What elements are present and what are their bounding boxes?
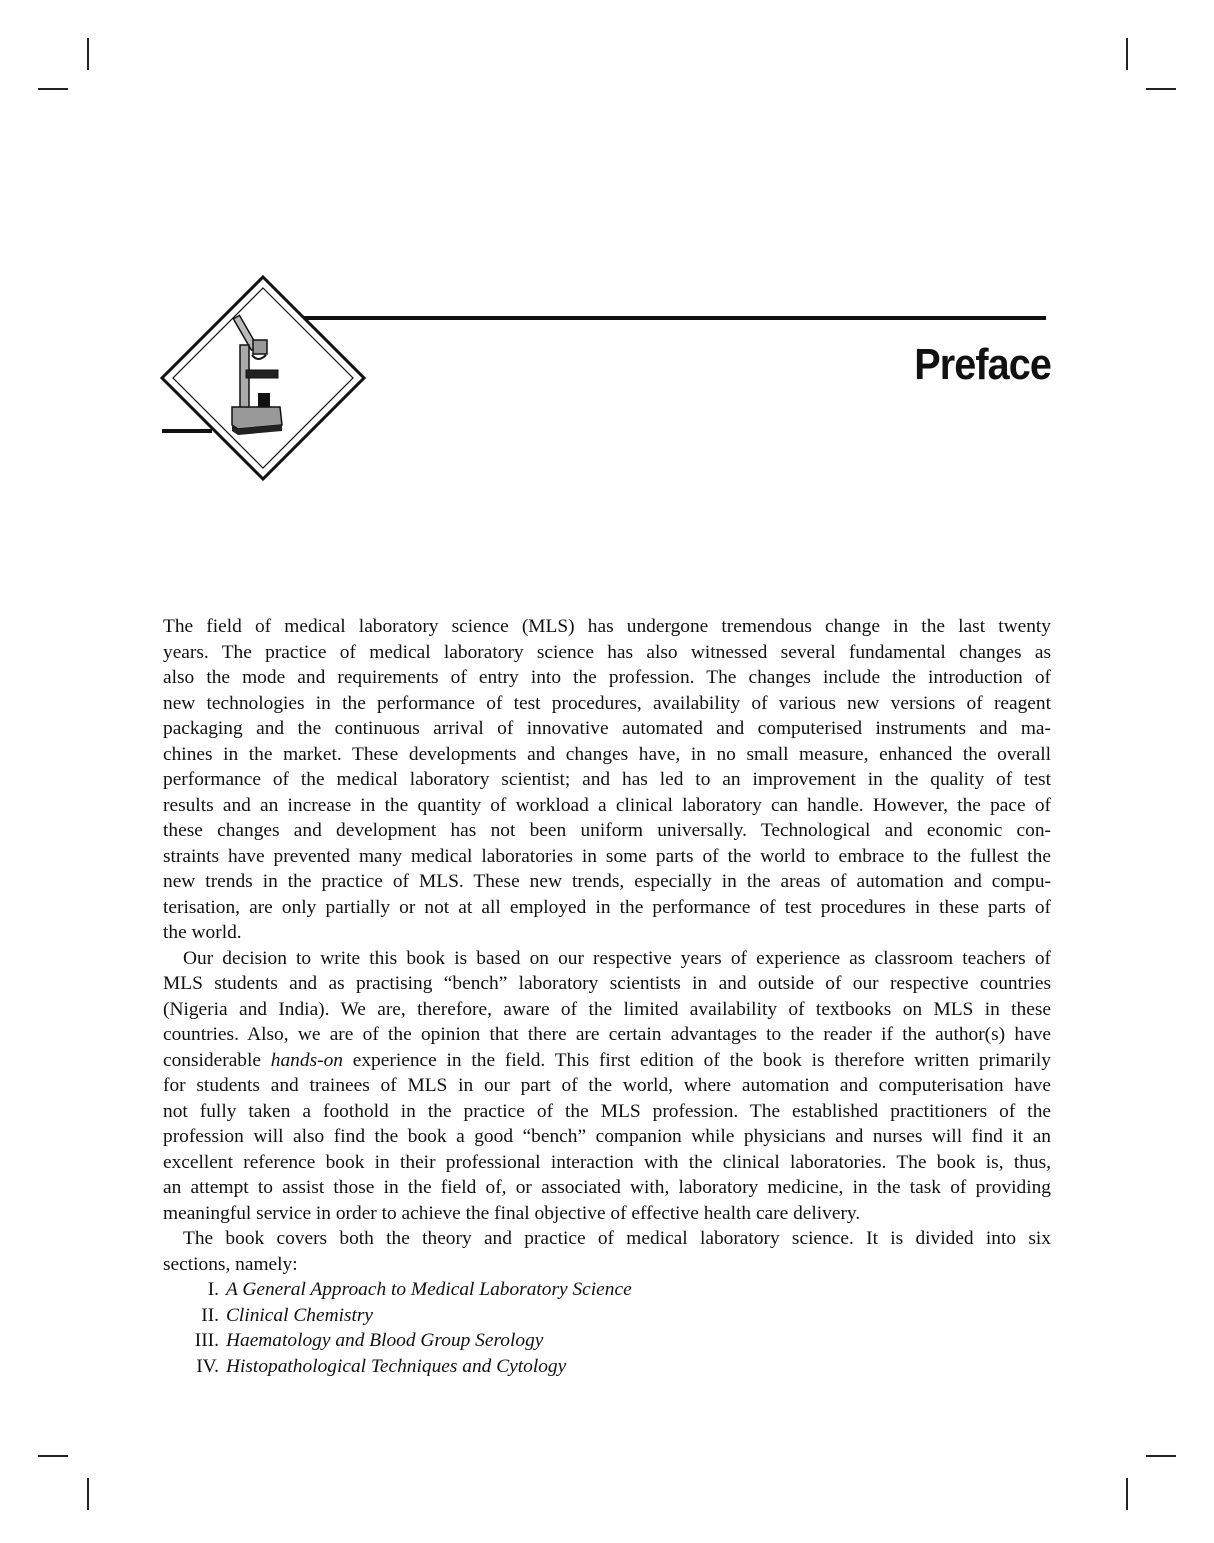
section-number: I. xyxy=(207,1279,219,1300)
paragraph-line: profession will also find the book a good “bench” companion while physicians and nurses will find it an xyxy=(163,1126,1051,1147)
paragraph-line: The field of medical laboratory science (MLS) has undergone tremendous change in the last twenty xyxy=(163,616,1051,637)
paragraph-line: an attempt to assist those in the field of, or associated with, laboratory medicine, in the task of providing xyxy=(163,1177,1051,1198)
text-run: considerable xyxy=(163,1049,271,1071)
paragraph-line: meaningful service in order to achieve the final objective of effective health care delivery. xyxy=(163,1202,861,1224)
paragraph-line: years. The practice of medical laboratory science has also witnessed several fundamental changes as xyxy=(163,641,1051,663)
section-number: III. xyxy=(194,1330,219,1351)
paragraph-line: for students and trainees of MLS in our part of the world, where automation and computerisation have xyxy=(163,1075,1051,1096)
paragraph-line: straints have prevented many medical laboratories in some parts of the world to embrace to the fullest the xyxy=(163,845,1051,867)
text-run: experience in the field. This first edition of the book is therefore written primarily xyxy=(342,1049,1051,1071)
paragraph-line: results and an increase in the quantity of workload a clinical laboratory can handle. However, the pace of xyxy=(163,794,1051,816)
paragraph-line: terisation, are only partially or not at all employed in the performance of test procedures in these parts of xyxy=(163,896,1051,918)
section-number: IV. xyxy=(196,1355,219,1377)
paragraph-line: The book covers both the theory and practice of medical laboratory science. It is divided into six xyxy=(183,1228,1051,1249)
crop-mark xyxy=(1146,1455,1176,1457)
section-title: Clinical Chemistry xyxy=(226,1304,374,1326)
paragraph-line: performance of the medical laboratory scientist; and has led to an improvement in the quality of test xyxy=(163,769,1051,790)
paragraph-line: sections, namely: xyxy=(163,1253,298,1275)
section-list-item xyxy=(163,1354,1051,1380)
paragraph-line: the world. xyxy=(163,922,242,943)
crop-mark xyxy=(87,1478,89,1510)
paragraph-line: MLS students and as practising “bench” laboratory scientists in and outside of our respective countries xyxy=(163,973,1051,994)
paragraph-line: not fully taken a foothold in the practice of the MLS profession. The established practitioners of the xyxy=(163,1100,1051,1122)
paragraph-line xyxy=(163,1048,1051,1074)
paragraph-line: these changes and development has not been uniform universally. Technological and economic con- xyxy=(163,820,1051,841)
paragraph-line: also the mode and requirements of entry into the profession. The changes include the introduction of xyxy=(163,667,1051,688)
crop-mark xyxy=(38,1455,68,1457)
emphasis-text: hands-on xyxy=(270,1049,343,1071)
paragraph-line: packaging and the continuous arrival of innovative automated and computerised instruments and ma- xyxy=(163,718,1051,739)
crop-mark xyxy=(1146,88,1176,90)
page-title: Preface xyxy=(914,340,1051,389)
crop-mark xyxy=(1126,38,1128,70)
section-list-item xyxy=(163,1277,1051,1303)
paragraph-line: chines in the market. These developments and changes have, in no small measure, enhanced the overall xyxy=(163,743,1051,765)
header-rule xyxy=(300,316,1046,320)
paragraph-line: new trends in the practice of MLS. These new trends, especially in the areas of automation and compu- xyxy=(163,871,1051,892)
section-title: A General Approach to Medical Laboratory Science xyxy=(226,1279,632,1300)
crop-mark xyxy=(1126,1478,1128,1510)
crop-mark xyxy=(87,38,89,70)
section-list-item xyxy=(163,1303,1051,1329)
microscope-diamond-icon xyxy=(160,275,366,481)
paragraph-line: excellent reference book in their professional interaction with the clinical laboratories. The book is, thus, xyxy=(163,1151,1051,1173)
paragraph-line: (Nigeria and India). We are, therefore, aware of the limited availability of textbooks on MLS in these xyxy=(163,998,1051,1020)
section-number: II. xyxy=(201,1304,219,1326)
section-title: Histopathological Techniques and Cytology xyxy=(226,1355,567,1377)
crop-mark xyxy=(38,88,68,90)
paragraph-line: new technologies in the performance of test procedures, availability of various new versions of reagent xyxy=(163,692,1051,714)
section-list-item xyxy=(163,1328,1051,1354)
body-text xyxy=(163,614,1051,1379)
section-title: Haematology and Blood Group Serology xyxy=(226,1330,544,1351)
paragraph-line: countries. Also, we are of the opinion that there are certain advantages to the reader if the author(s) have xyxy=(163,1024,1051,1045)
paragraph-line: Our decision to write this book is based on our respective years of experience as classroom teachers of xyxy=(183,947,1051,969)
